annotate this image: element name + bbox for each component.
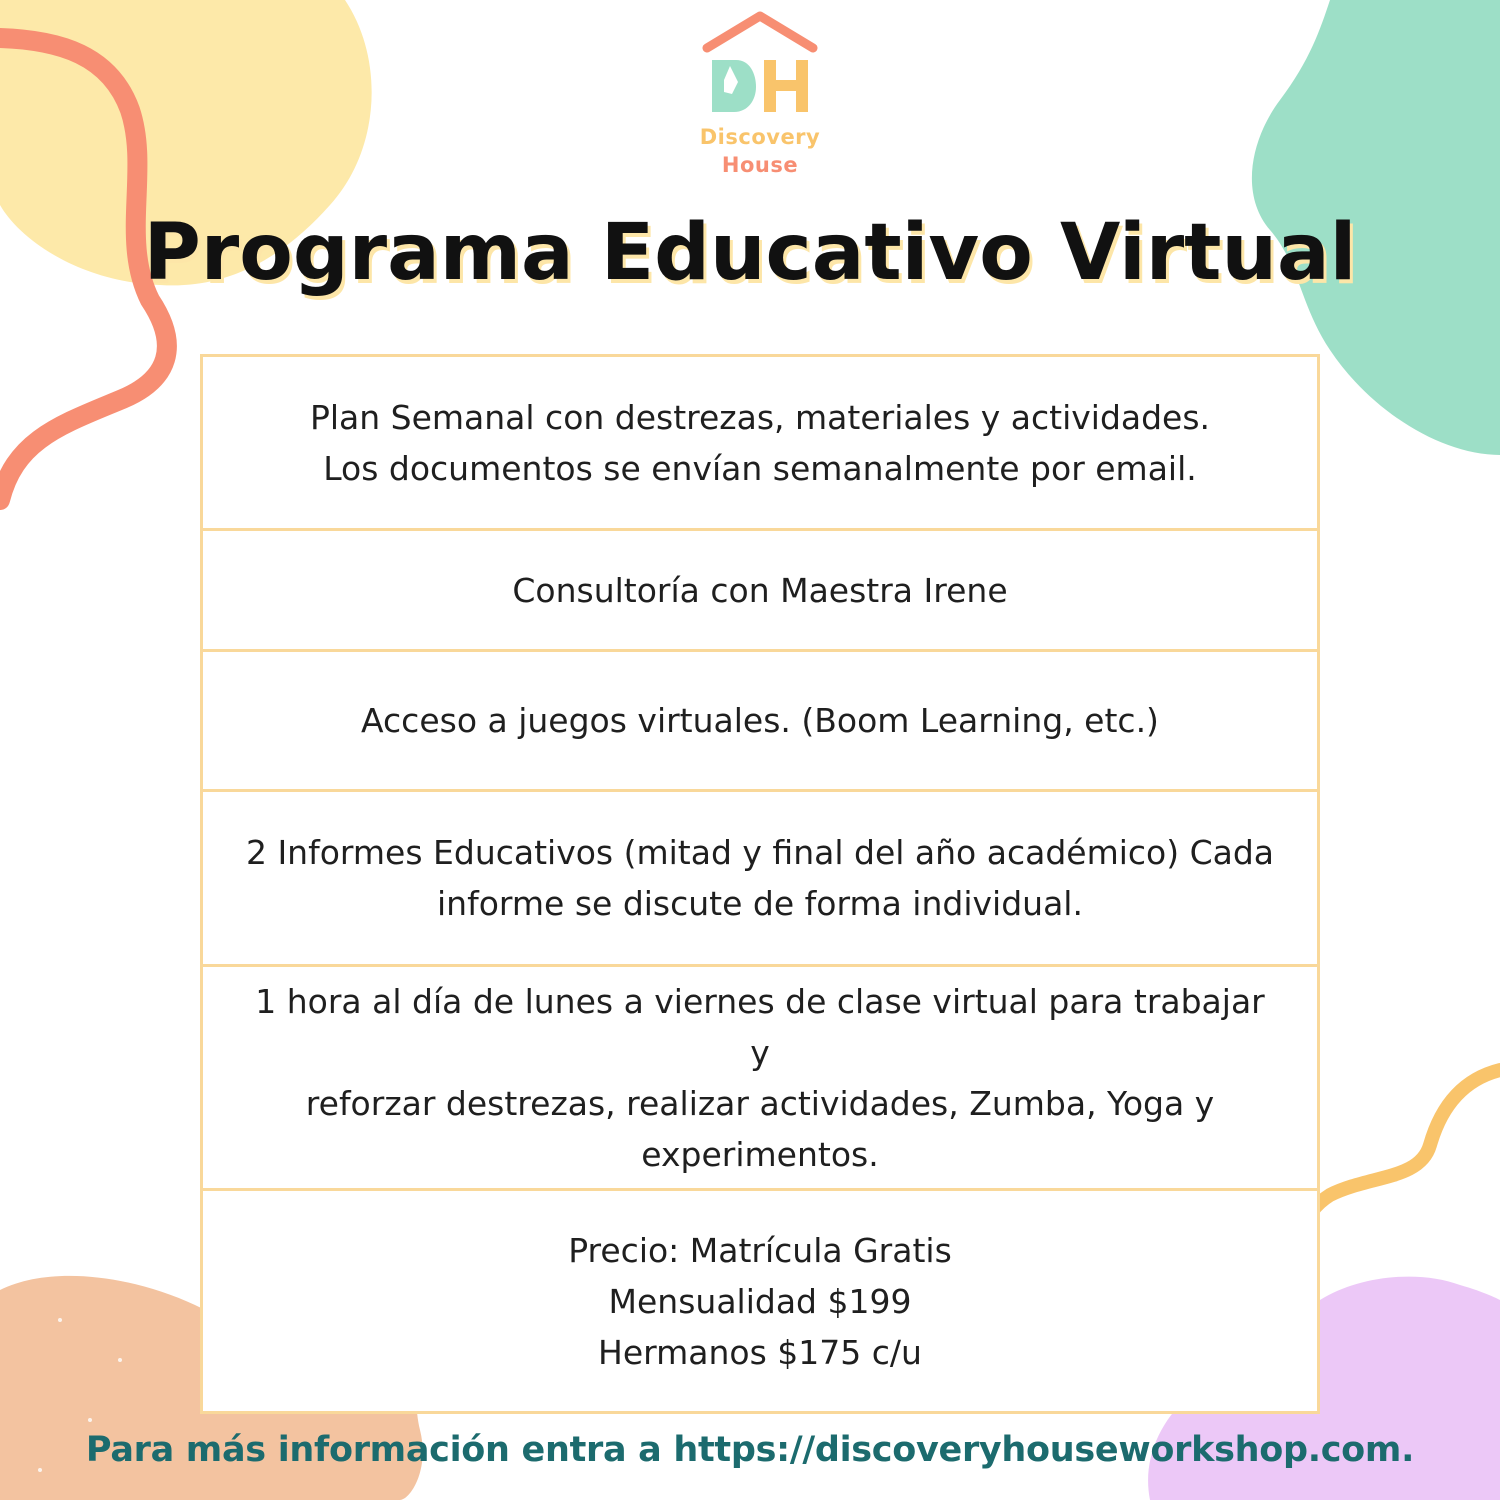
discovery-house-logo: [680, 8, 840, 178]
price-text: Precio: Matrícula Gratis Mensualidad $199 Hermanos $175 c/u: [568, 1230, 952, 1372]
table-row: [203, 531, 1317, 652]
table-row: [203, 792, 1317, 967]
page-title: Programa Educativo Virtual: [143, 208, 1357, 298]
logo-name-line1: Discovery: [699, 125, 821, 149]
table-row: [203, 652, 1317, 792]
house-icon: [680, 8, 840, 123]
features-table: [200, 354, 1320, 1414]
table-row: [203, 357, 1317, 531]
logo-name-line2: House: [721, 153, 799, 177]
feature-text: 2 Informes Educativos (mitad y final del año académico) Cada informe se discute de forma individual.: [245, 833, 1275, 923]
feature-text: Plan Semanal con destrezas, materiales y actividades. Los documentos se envían semanalmente por email.: [309, 397, 1211, 488]
feature-text: 1 hora al día de lunes a viernes de clase virtual para trabajar y reforzar destrezas, realizar actividades, Zumba, Yoga y experimentos.: [255, 981, 1265, 1174]
feature-text: Consultoría con Maestra Irene: [512, 570, 1008, 610]
feature-text: Acceso a juegos virtuales. (Boom Learning, etc.): [361, 701, 1159, 740]
footer-info-link[interactable]: Para más información entra a https://discoveryhouseworkshop.com.: [85, 1430, 1415, 1470]
table-row: [203, 967, 1317, 1191]
table-row: [203, 1191, 1317, 1411]
